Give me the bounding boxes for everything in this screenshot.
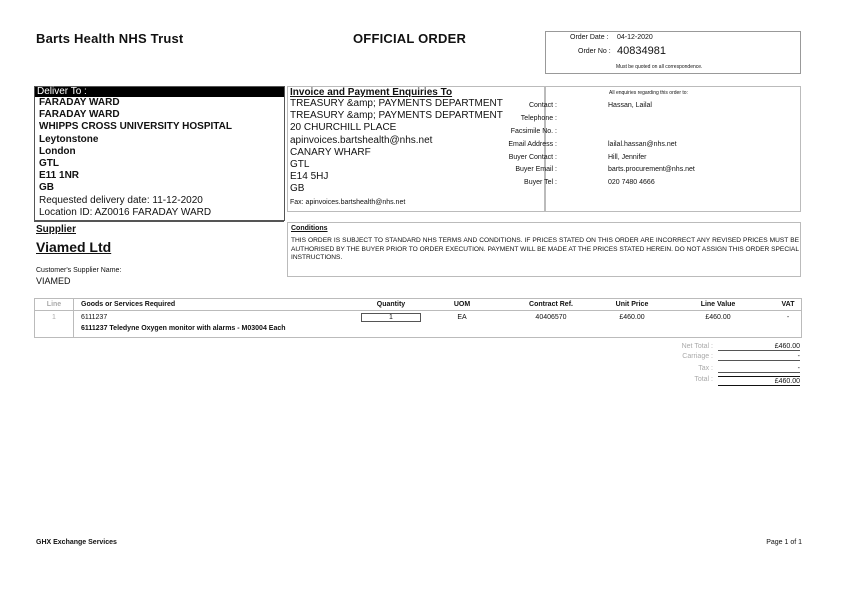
col-header-unit-price: Unit Price — [615, 301, 649, 308]
invoice-line: GB — [290, 183, 305, 195]
tax-label: Tax : — [698, 365, 713, 372]
invoice-line: 20 CHURCHILL PLACE — [290, 122, 397, 134]
deliver-address — [39, 97, 232, 219]
carriage: - — [718, 353, 800, 361]
cell-unit-price: £460.00 — [619, 314, 645, 321]
conditions-label: Conditions — [291, 225, 328, 232]
invoice-line: E14 5HJ — [290, 171, 329, 183]
requested-delivery-date: Requested delivery date: 11-12-2020 — [39, 194, 203, 206]
invoice-line: apinvoices.bartshealth@nhs.net — [290, 134, 433, 146]
net-total: £460.00 — [718, 343, 800, 351]
tax: - — [718, 365, 800, 373]
cell-uom: EA — [457, 314, 467, 321]
invoice-line: CANARY WHARF — [290, 146, 371, 158]
deliver-line: E11 1NR — [39, 170, 80, 182]
col-header-quantity: Quantity — [376, 301, 406, 308]
total-label: Total : — [694, 376, 713, 383]
enquiry-value: Hassan, Lailal — [608, 102, 652, 109]
enquiry-label: Facsimile No. : — [510, 127, 557, 135]
enquiries-box — [508, 86, 801, 212]
deliver-to-box — [34, 86, 285, 221]
location-id: Location ID: AZ0016 FARADAY WARD — [39, 206, 212, 218]
page-number: Page 1 of 1 — [766, 539, 802, 546]
enquiry-label: Contact : — [528, 102, 557, 109]
supplier-name: Viamed Ltd — [36, 239, 112, 255]
deliver-line: WHIPPS CROSS UNIVERSITY HOSPITAL — [39, 121, 232, 133]
trust-name: Barts Health NHS Trust — [36, 31, 184, 46]
enquiry-row — [510, 126, 800, 139]
col-header-uom: UOM — [453, 301, 471, 308]
invoice-label: Invoice and Payment Enquiries To — [290, 87, 453, 98]
order-date-label: Order Date : — [570, 34, 609, 41]
deliver-line: London — [39, 145, 76, 157]
order-no-label: Order No : — [578, 48, 611, 55]
col-header-line-value: Line Value — [700, 301, 736, 308]
customer-supplier-name: VIAMED — [36, 276, 71, 286]
supplier-label: Supplier — [36, 224, 77, 235]
col-header-contract: Contract Ref. — [529, 301, 573, 308]
deliver-line: FARADAY WARD — [39, 97, 120, 108]
enquiry-row — [520, 113, 800, 126]
enquiry-label: Telephone : — [520, 114, 557, 122]
enquiry-label: Email Address : — [508, 140, 557, 148]
cell-quantity: 1 — [389, 314, 393, 321]
footer-left: GHX Exchange Services — [36, 539, 117, 546]
col-header-line: Line — [46, 301, 62, 308]
cell-line-value: £460.00 — [705, 314, 731, 321]
enquiry-label: Buyer Email : — [515, 166, 557, 174]
deliver-line: Leytonstone — [39, 133, 99, 145]
order-date: 04-12-2020 — [617, 34, 653, 41]
cell-vat: - — [786, 314, 790, 321]
enquiry-row — [508, 152, 800, 165]
customer-supplier-label: Customer's Supplier Name: — [36, 267, 122, 274]
cell-contract: 40406570 — [535, 314, 567, 321]
cell-line: 1 — [52, 314, 56, 321]
enquiry-row — [524, 177, 800, 190]
enquiry-row — [528, 100, 800, 113]
items-table — [34, 298, 802, 338]
enquiry-label: Buyer Contact : — [508, 153, 557, 161]
invoice-box — [287, 86, 545, 212]
enquiry-value: barts.procurement@nhs.net — [608, 166, 695, 174]
order-info-box — [545, 31, 801, 74]
invoice-fax: Fax: apinvoices.bartshealth@nhs.net — [290, 199, 406, 206]
enquiry-row — [515, 164, 800, 177]
invoice-line: TREASURY &amp; PAYMENTS DEPARTMENT — [290, 98, 503, 109]
carriage-label: Carriage : — [682, 353, 713, 360]
enquiries-heading: All enquiries regarding this order to: — [609, 90, 688, 96]
conditions-text: THIS ORDER IS SUBJECT TO STANDARD NHS TERMS AND CONDITIONS. IF PRICES STATED ON THIS ORDER ARE INCORRECT ANY REVISED PRICES MUST BE AUTHORISED BY THE BUYER PRIOR TO ORDER EXECUTION. PAYMENT WILL BE MADE AT THE PRICES STATED HEREIN. DO NOT ASSIGN THIS ORDER SPECIAL INSTRUCTIONS. — [291, 237, 799, 262]
deliver-line: GTL — [39, 158, 59, 170]
invoice-line: TREASURY &amp; PAYMENTS DEPARTMENT — [290, 110, 503, 122]
deliver-to-label: Deliver To : — [37, 86, 87, 97]
deliver-line: FARADAY WARD — [39, 109, 120, 121]
enquiry-value: 020 7480 4666 — [608, 179, 655, 187]
enquiry-value: lailal.hassan@nhs.net — [608, 140, 677, 148]
enquiry-label: Buyer Tel : — [524, 179, 557, 187]
enquiry-value: Hill, Jennifer — [608, 153, 647, 161]
cell-code: 6111237 — [81, 314, 108, 321]
deliver-line: GB — [39, 182, 54, 194]
enquiries-list — [508, 100, 800, 190]
supplier-divider — [34, 221, 284, 222]
conditions-box — [287, 222, 801, 277]
col-header-vat: VAT — [781, 301, 795, 308]
grand-total: £460.00 — [718, 376, 800, 386]
col-header-goods: Goods or Services Required — [81, 301, 176, 308]
cell-description: 6111237 Teledyne Oxygen monitor with alarms - M03004 Each — [81, 325, 286, 332]
enquiry-row — [508, 139, 800, 152]
invoice-address — [290, 98, 503, 196]
order-note: Must be quoted on all correspondence. — [616, 64, 703, 70]
column-divider — [73, 299, 74, 337]
document-title: OFFICIAL ORDER — [353, 31, 467, 46]
order-number: 40834981 — [617, 45, 666, 57]
invoice-line: GTL — [290, 159, 310, 171]
net-total-label: Net Total : — [681, 343, 713, 350]
